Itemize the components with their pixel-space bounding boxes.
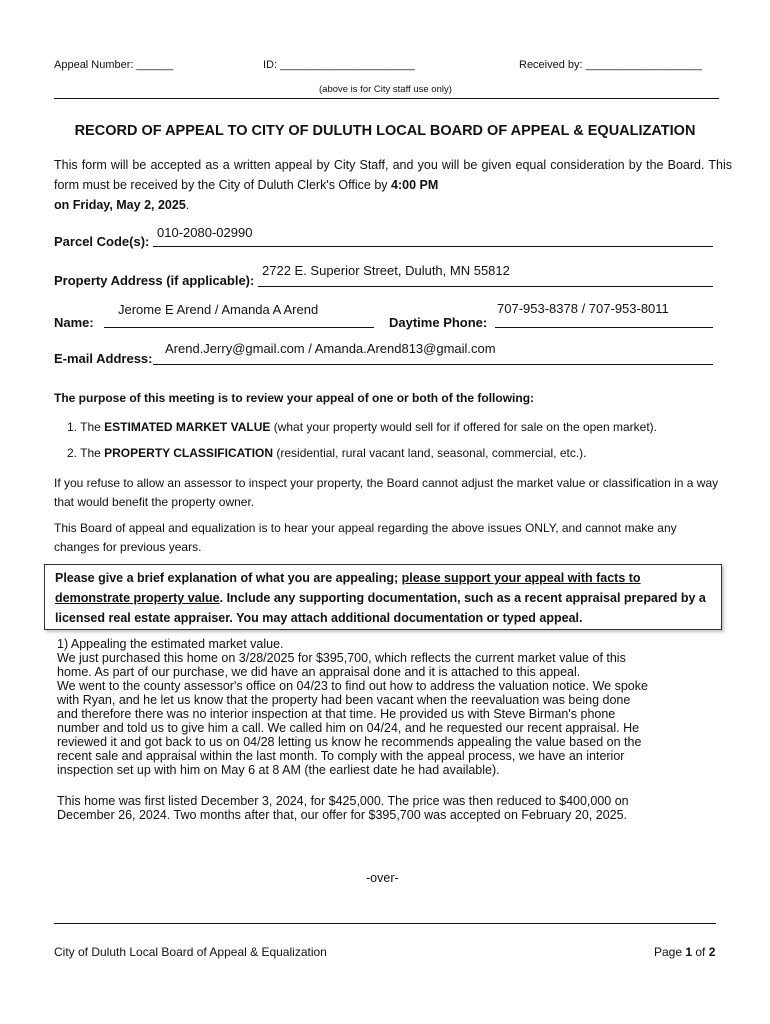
address-underline [258, 286, 713, 287]
name-label: Name: [54, 315, 94, 330]
email-value[interactable]: Arend.Jerry@gmail.com / Amanda.Arend813@gmail.com [165, 341, 496, 356]
address-value[interactable]: 2722 E. Superior Street, Duluth, MN 55812 [262, 263, 510, 278]
received-by-field: Received by: ___________________ [519, 59, 702, 71]
response-line: December 26, 2024. Two months after that, our offer for $395,700 was accepted on February 20, 2025. [57, 808, 628, 822]
page-current: 1 [685, 945, 693, 959]
response-line: inspection set up with him on May 6 at 8 AM (the earliest date he had available). [57, 763, 500, 777]
instruction-part-2: . Include any supporting documentation, such as a recent appraisal prepared by a licensed real estate appraiser. You may attach additional documentation or typed appeal. [55, 591, 706, 625]
instruction-underlined: please support your appeal with facts to demonstrate property value [55, 571, 641, 605]
scope-paragraph: This Board of appeal and equalization is to hear your appeal regarding the above issues ONLY, and cannot make any changes for previous years. [54, 521, 677, 554]
page-of: of [692, 945, 709, 959]
form-title: RECORD OF APPEAL TO CITY OF DULUTH LOCAL BOARD OF APPEAL & EQUALIZATION [74, 123, 696, 139]
purpose-heading: The purpose of this meeting is to review your appeal of one or both of the following: [54, 391, 535, 405]
phone-underline [495, 327, 713, 328]
response-line: We just purchased this home on 3/28/2025 for $395,700, which reflects the current market value of this [57, 651, 626, 665]
response-line: recent sale and appraisal within the last month. To comply with the appeal process, we have an interior [57, 749, 625, 763]
item-1-bold: ESTIMATED MARKET VALUE [104, 420, 271, 434]
response-line: We went to the county assessor's office on 04/23 to find out how to address the valuation notice. We spoke [57, 679, 648, 693]
item-2-bold: PROPERTY CLASSIFICATION [104, 446, 274, 460]
footer-org: City of Duluth Local Board of Appeal & Equalization [54, 945, 327, 959]
response-line: This home was first listed December 3, 2024, for $425,000. The price was then reduced to $400,000 on [57, 794, 629, 808]
listing-history[interactable] [57, 794, 729, 822]
appeal-number-field: Appeal Number: ______ [54, 59, 174, 71]
item-2-rest: (residential, rural vacant land, seasonal, commercial, etc.). [273, 446, 587, 460]
item-2-prefix: 2. The [67, 446, 105, 460]
deadline-time: 4:00 PM [391, 178, 439, 192]
response-line: reviewed it and got back to us on 04/28 letting us know he recommends appealing the value based on the [57, 735, 642, 749]
email-label: E-mail Address: [54, 351, 153, 366]
name-underline [104, 327, 374, 328]
inspection-paragraph: If you refuse to allow an assessor to inspect your property, the Board cannot adjust the market value or classification in a way that would benefit the property owner. [54, 476, 719, 509]
response-line: and therefore there was no interior inspection at that time. He provided us with Steve Birman's phone [57, 707, 616, 721]
parcel-value[interactable]: 010-2080-02990 [157, 225, 253, 240]
item-1-prefix: 1. The [67, 420, 105, 434]
address-label: Property Address (if applicable): [54, 273, 255, 288]
appeal-response[interactable] [57, 637, 729, 777]
footer-divider [54, 923, 716, 924]
purpose-item-2 [67, 446, 587, 460]
instruction-box [44, 564, 722, 630]
response-line: 1) Appealing the estimated market value. [57, 637, 284, 651]
phone-value[interactable]: 707-953-8378 / 707-953-8011 [497, 301, 669, 316]
response-line: home. As part of our purchase, we did have an appraisal done and it is attached to this appeal. [57, 665, 581, 679]
parcel-label: Parcel Code(s): [54, 234, 150, 249]
page-total: 2 [708, 945, 716, 959]
intro-paragraph [54, 155, 732, 215]
page-prefix: Page [654, 945, 686, 959]
name-value[interactable]: Jerome E Arend / Amanda A Arend [118, 302, 319, 317]
deadline-date: on Friday, May 2, 2025 [54, 198, 186, 212]
staff-use-note: (above is for City staff use only) [319, 84, 452, 95]
phone-label: Daytime Phone: [389, 315, 488, 330]
intro-period: . [185, 198, 190, 212]
page-number [654, 945, 715, 959]
instruction-part-1: Please give a brief explanation of what you are appealing; [55, 571, 402, 585]
over-marker: -over- [366, 871, 399, 885]
email-underline [153, 364, 713, 365]
response-line: number and told us to give him a call. We called him on 04/24, and he requested our recent appraisal. He [57, 721, 640, 735]
id-field: ID: ______________________ [263, 59, 415, 71]
item-1-rest: (what your property would sell for if offered for sale on the open market). [270, 420, 657, 434]
purpose-item-1 [67, 420, 657, 434]
intro-text: This form will be accepted as a written appeal by City Staff, and you will be given equal consideration by the Board. This form must be received by the City of Duluth Clerk's Office by [54, 158, 732, 192]
instruction-text [45, 565, 721, 631]
header-divider [54, 98, 719, 99]
response-line: with Ryan, and he let us know that the property had been vacant when the reevaluation was being done [57, 693, 631, 707]
parcel-underline [153, 246, 713, 247]
